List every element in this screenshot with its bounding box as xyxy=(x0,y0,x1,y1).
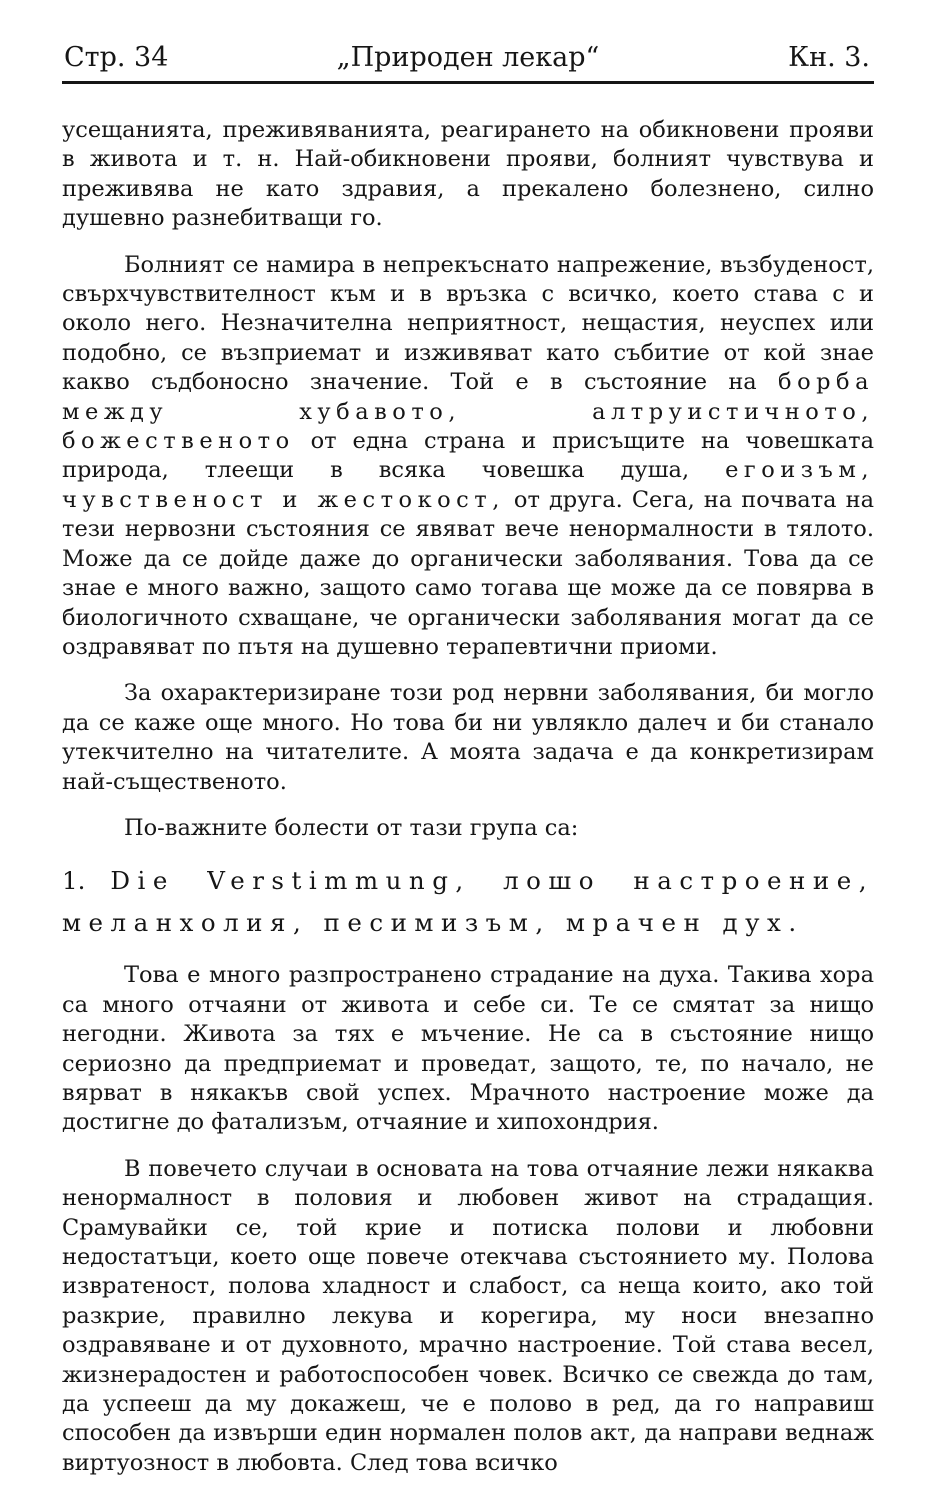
document-page xyxy=(62,34,874,1495)
disease-heading xyxy=(62,860,874,944)
item-title: Die Verstimmung, лошо настроение, меланхолия, песимизъм, мрачен дух. xyxy=(62,866,874,938)
page-number: Стр. 34 xyxy=(64,42,169,73)
journal-title: „Природен лекар“ xyxy=(336,42,600,73)
item-number: 1. xyxy=(62,866,86,896)
paragraph-text: от една страна и присъщите на човешката природа, тлеещи в всяка човешка душа, xyxy=(62,428,874,484)
paragraph xyxy=(62,814,874,843)
paragraph-text: Това е много разпространено страдание на духа. Такива хора са много отчаяни от живота и себе си. Те се смятат за нищо негодни. Живота за тях е мъчение. Не са в състояние нищо сериозно да предприемат и проведат, защото, те, по начало, не вярват в някакъв свой успех. Мрачното настроение може да достигне до фатализъм, отчаяние и хипохондрия. xyxy=(62,962,874,1136)
paragraph-text: Болният се намира в непрекъснато напрежение, възбуденост, свърхчувствителност към и в връзка с всичко, което става с и около него. Незначителна неприятност, нещастия, неуспех или подобно, се възприемат и изживяват като събитие от кой знае какво съдбоносно значение. Той е в състояние на xyxy=(62,251,874,396)
paragraph xyxy=(62,1155,874,1478)
paragraph-text: от друга. Сега, на почвата на тези нервозни състояния се явяват вече ненормалности в тялото. Може да се дойде даже до органически заболявания. Това да се знае е много важно, защото само тогава ще може да се повярва в биологичното схващане, че органически заболявания могат да се оздравяват по пътя на душевно терапевтични приоми. xyxy=(62,486,875,660)
paragraph xyxy=(62,961,874,1137)
paragraph xyxy=(62,251,874,663)
paragraph xyxy=(62,679,874,797)
spaced-emphasis: егоизъм, чувственост и жестокост, xyxy=(62,457,874,513)
paragraph-text: усещанията, преживяванията, реагирането на обикновени прояви в живота и т. н. Най-обикновени прояви, болният чувствува и преживява не като здравия, а прекалено болезнено, силно душевно разнебитващи го. xyxy=(62,117,874,232)
paragraph xyxy=(62,116,874,234)
paragraph-text: За охарактеризиране този род нервни заболявания, би могло да се каже още много. Но това би ни увлякло далеч и би станало утекчително на читателите. А моята задача е да конкретизирам най-същественото. xyxy=(62,680,874,795)
paragraph-text: В повечето случаи в основата на това отчаяние лежи някаква ненормалност в половия и любовен живот на страдащия. Срамувайки се, той крие и потиска полови и любовни недостатъци, което още повече отекчава състоянието му. Полова извратеност, полова хладност и слабост, са неща които, ако той разкрие, правилно лекува и корегира, му носи внезапно оздравяване и от духовното, мрачно настроение. Той става весел, жизнерадостен и работоспособен човек. Всичко се свежда до там, да успееш да му докажеш, че е полово в ред, да го направиш способен да извърши един нормален полов акт, да направи веднаж виртуозност в любовта. След това всичко xyxy=(62,1155,874,1476)
paragraph-text: По-важните болести от тази група са: xyxy=(124,814,579,841)
issue-number: Кн. 3. xyxy=(788,42,870,73)
body-text xyxy=(62,116,874,1478)
running-header xyxy=(62,34,874,82)
spaced-emphasis: борба между хубавото, алтруистичното, божественото xyxy=(62,369,874,455)
